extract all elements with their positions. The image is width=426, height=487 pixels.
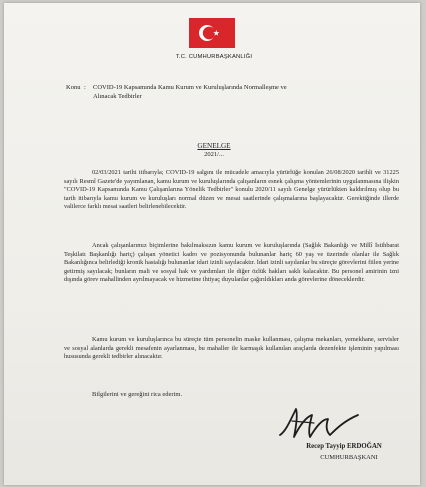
document-page (4, 3, 420, 485)
signer-name: Recep Tayyip ERDOĞAN (306, 443, 382, 450)
paragraph-1: 02/03/2021 tarihi itibarıyla; COVID-19 salgını ile mücadele amacıyla yürürlüğe konulan 26/08/2020 tarihli ve 31225 sayılı Resmî Gazete'de yayımlanan, kamu kurum ve kuruluşlarında çalışanların esnek çalışma yöntemlerinin uygulanmasına ilişkin "COVID-19 Kapsamında Kamu Çalışanlarına Yönelik Tedbirler" konulu 2020/11 sayılı Genelge yürürlükten kaldırılmış olup bu tarih itibarıyla kamu kurum ve kuruluşları normal düzen ve mesai saatlerinde çalışmalarına başlayacaktır. Gerektiğinde illerde valilerce farklı mesai saatleri belirlenebilecektir. (64, 169, 399, 211)
subject-text: COVID-19 Kapsamında Kamu Kurum ve Kuruluşlarında Normalleşme ve Alınacak Tedbirler (93, 84, 287, 100)
closing-line: Bilgilerini ve gereğini rica ederim. (92, 391, 183, 398)
crescent-star-icon (189, 18, 235, 48)
signer-title: CUMHURBAŞKANI (320, 454, 378, 461)
document-number: 2021/... (204, 151, 224, 158)
subject-colon: : (84, 84, 86, 91)
document-title: GENELGE (197, 142, 231, 150)
turkish-flag-icon (189, 18, 235, 48)
handwritten-signature (274, 401, 364, 445)
subject-label: Konu (66, 84, 81, 91)
paragraph-3: Kamu kurum ve kuruluşlarınca bu süreçte tüm personelin maske kullanması, çalışma mekanları, yemekhane, servisler ve sosyal alanlarda gerekli mesafenin ayarlanması, bu mahaller ile karmaşık kullanılan araçlarda dezenfekte işleminin yapılması hususunda gerekli tedbirler alınacaktır. (64, 336, 399, 361)
paragraph-2: Ancak çalışanlarımız biçimlerine bakılmaksızın kamu kurum ve kuruluşlarında (Sağlık Bakanlığı ve Millî İstihbarat Teşkilatı Başkanlığı hariç) çalışan yönetici kadro ve pozisyonunda bulunanlar hariç 60 yaş ve üzerinde olanlar ile Sağlık Bakanlığınca belirlediği kronik hastalığı bulunanlar idari izinli sayılacaktır. İdari izinli sayılanlar bu süreçte görevlerini fiilen yerine getirmiş sayılacak; bunların mali ve sosyal hak ve yardımları ile diğer özlük hakları saklı kalacaktır. Bu personel amirinin izni dışında görev mahallinden ayrılmayacak ve hizmetine ihtiyaç duyulanlar çağırıldıkları anda görevlerine döneceklerdir. (64, 242, 399, 284)
institution-caption: T.C. CUMHURBAŞKANLIĞI (175, 54, 253, 60)
